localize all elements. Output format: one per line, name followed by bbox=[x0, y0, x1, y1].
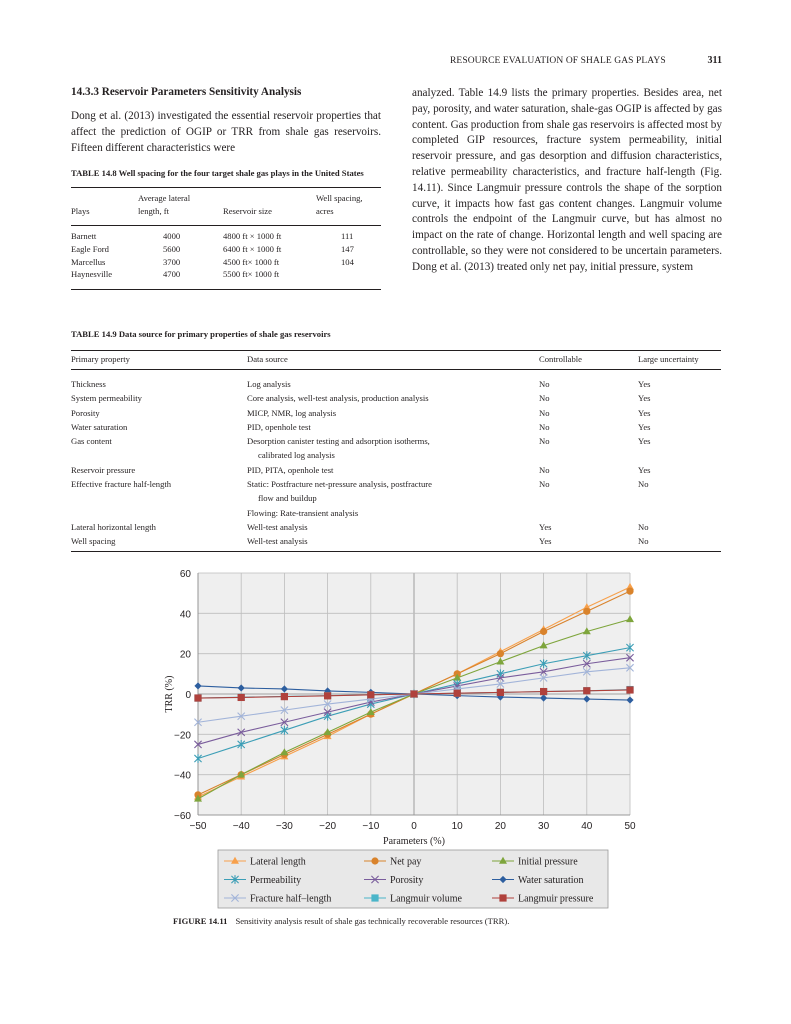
data-point-langmuir-pressure bbox=[626, 686, 633, 693]
paragraph-right: analyzed. Table 14.9 lists the primary properties. Besides area, net pay, porosity, and water saturation, shale-gas OGIP is affected by gas content. Gas production from shale gas reservoirs is affected most by completed GIP resources, fracture system permeability, initial reservoir pressure, and gas desorption and diffusion characteristics, relative permeability characteristics, and fracture half-length (Fig. 14.11). Since Langmuir pressure controls the shape of the sorption curve, it impacts how fast gas content changes. Langmuir volume controls the endpoint of the Langmuir curve, but has almost no impact on the rate of change. Horizontal length and well spacing are controllable, so they were not considered to be uncertain parameters. Dong et al. (2013) treated only net pay, initial pressure, system bbox=[412, 87, 722, 273]
right-column bbox=[412, 86, 722, 276]
legend-marker-langmuir-pressure bbox=[499, 894, 506, 901]
legend-marker-net-pay bbox=[371, 857, 378, 864]
running-title: RESOURCE EVALUATION OF SHALE GAS PLAYS bbox=[450, 56, 666, 66]
x-axis-label: Parameters (%) bbox=[383, 836, 445, 847]
x-tick-label: −30 bbox=[275, 821, 293, 832]
figure-caption bbox=[173, 916, 509, 926]
col-lateral-1: Average lateral bbox=[138, 193, 191, 203]
x-tick-label: −40 bbox=[232, 821, 250, 832]
x-tick-label: 40 bbox=[581, 821, 593, 832]
paragraph-left: Dong et al. (2013) investigated the essential reservoir properties that affect the prediction of OGIP or TRR from shale gas reservoirs. Fifteen different characteristics were bbox=[71, 110, 381, 154]
data-point-langmuir-pressure bbox=[497, 689, 504, 696]
col-spacing-2: acres bbox=[316, 205, 381, 226]
table-row: Marcellus 3700 4500 ft× 1000 ft 104 bbox=[71, 256, 354, 267]
col-data-source: Data source bbox=[247, 351, 539, 370]
legend-label-water-saturation: Water saturation bbox=[518, 875, 584, 886]
col-plays: Plays bbox=[71, 205, 138, 226]
col-controllable: Controllable bbox=[539, 351, 638, 370]
data-point-langmuir-pressure bbox=[194, 694, 201, 701]
data-point-langmuir-pressure bbox=[454, 690, 461, 697]
legend-label-initial-pressure: Initial pressure bbox=[518, 856, 578, 868]
col-large-uncertainty: Large uncertainty bbox=[638, 351, 721, 370]
y-tick-label: −40 bbox=[174, 770, 191, 782]
legend-marker-langmuir-volume bbox=[371, 894, 378, 901]
legend-label-lateral-length: Lateral length bbox=[250, 856, 306, 868]
table-row: Reservoir pressure PID, PITA, openhole test No Yes bbox=[71, 464, 651, 475]
table-row: Lateral horizontal length Well-test analysis Yes No bbox=[71, 521, 649, 532]
sensitivity-chart bbox=[0, 560, 791, 920]
legend-label-net-pay: Net pay bbox=[390, 856, 422, 868]
data-point-langmuir-pressure bbox=[238, 694, 245, 701]
figure-caption-text: Sensitivity analysis result of shale gas technically recoverable resources (TRR). bbox=[235, 916, 510, 926]
legend-label-porosity: Porosity bbox=[390, 875, 424, 886]
page-number: 311 bbox=[707, 55, 722, 66]
data-point-langmuir-pressure bbox=[367, 691, 374, 698]
table-14-9-grid bbox=[71, 350, 721, 552]
y-axis-label: TRR (%) bbox=[164, 675, 175, 713]
col-spacing-1: Well spacing, bbox=[316, 193, 363, 203]
y-tick-label: 60 bbox=[179, 569, 191, 580]
x-tick-label: −50 bbox=[189, 821, 207, 832]
col-lateral-2: length, ft bbox=[138, 205, 223, 226]
legend-label-permeability: Permeability bbox=[250, 875, 302, 886]
table-14-9-caption: TABLE 14.9 Data source for primary properties of shale gas reservoirs bbox=[71, 329, 331, 339]
x-tick-label: 30 bbox=[538, 821, 550, 832]
data-point-net-pay bbox=[626, 588, 633, 595]
table-14-8-grid bbox=[71, 187, 381, 290]
y-tick-label: 20 bbox=[179, 649, 191, 661]
left-column bbox=[71, 86, 381, 156]
data-point-langmuir-pressure bbox=[540, 688, 547, 695]
data-point-langmuir-pressure bbox=[583, 687, 590, 694]
table-row: Effective fracture half-length Static: Postfracture net-pressure analysis, postfracture flow and buildup Flowing: Rate-transient analysis No No bbox=[71, 479, 649, 518]
legend-label-fracture-half-length: Fracture half–length bbox=[250, 893, 332, 905]
x-tick-label: −10 bbox=[362, 821, 380, 832]
data-point-net-pay bbox=[540, 628, 547, 635]
table-row: Barnett 4000 4800 ft × 1000 ft 111 bbox=[71, 231, 354, 241]
x-tick-label: 20 bbox=[494, 821, 506, 832]
table-row: Well spacing Well-test analysis Yes No bbox=[71, 536, 649, 547]
table-14-8 bbox=[71, 167, 381, 290]
table-row: Water saturation PID, openhole test No Yes bbox=[71, 421, 651, 432]
table-row: System permeability Core analysis, well-test analysis, production analysis No Yes bbox=[71, 393, 651, 404]
table-row: Porosity MICP, NMR, log analysis No Yes bbox=[71, 407, 651, 418]
figure-label: FIGURE 14.11 bbox=[173, 916, 228, 926]
table-row: Haynesville 4700 5500 ft× 1000 ft bbox=[71, 269, 280, 280]
table-row: Eagle Ford 5600 6400 ft × 1000 ft 147 bbox=[71, 243, 354, 254]
y-tick-label: 40 bbox=[179, 609, 191, 621]
table-14-8-caption: TABLE 14.8 Well spacing for the four target shale gas plays in the United States bbox=[71, 168, 364, 178]
x-tick-label: 0 bbox=[411, 821, 417, 832]
table-row: Gas content Desorption canister testing and adsorption isotherms, calibrated log analysis No Yes bbox=[71, 436, 651, 461]
data-point-langmuir-pressure bbox=[410, 690, 417, 697]
data-point-net-pay bbox=[497, 650, 504, 657]
col-reservoir: Reservoir size bbox=[223, 205, 316, 226]
col-primary-property: Primary property bbox=[71, 351, 247, 370]
x-tick-label: 50 bbox=[624, 821, 636, 832]
y-tick-label: −60 bbox=[174, 811, 191, 822]
x-tick-label: 10 bbox=[451, 821, 463, 832]
y-tick-label: −20 bbox=[174, 730, 191, 742]
data-point-langmuir-pressure bbox=[281, 693, 288, 700]
y-tick-label: 0 bbox=[185, 690, 191, 701]
table-14-9 bbox=[71, 328, 721, 552]
table-row: Thickness Log analysis No Yes bbox=[71, 379, 651, 389]
data-point-net-pay bbox=[583, 608, 590, 615]
section-heading: 14.3.3 Reservoir Parameters Sensitivity Analysis bbox=[71, 86, 302, 98]
x-tick-label: −20 bbox=[319, 821, 337, 832]
data-point-langmuir-pressure bbox=[324, 692, 331, 699]
legend-label-langmuir-pressure: Langmuir pressure bbox=[518, 893, 594, 905]
figure-14-11 bbox=[0, 560, 791, 940]
legend-label-langmuir-volume: Langmuir volume bbox=[390, 893, 462, 905]
